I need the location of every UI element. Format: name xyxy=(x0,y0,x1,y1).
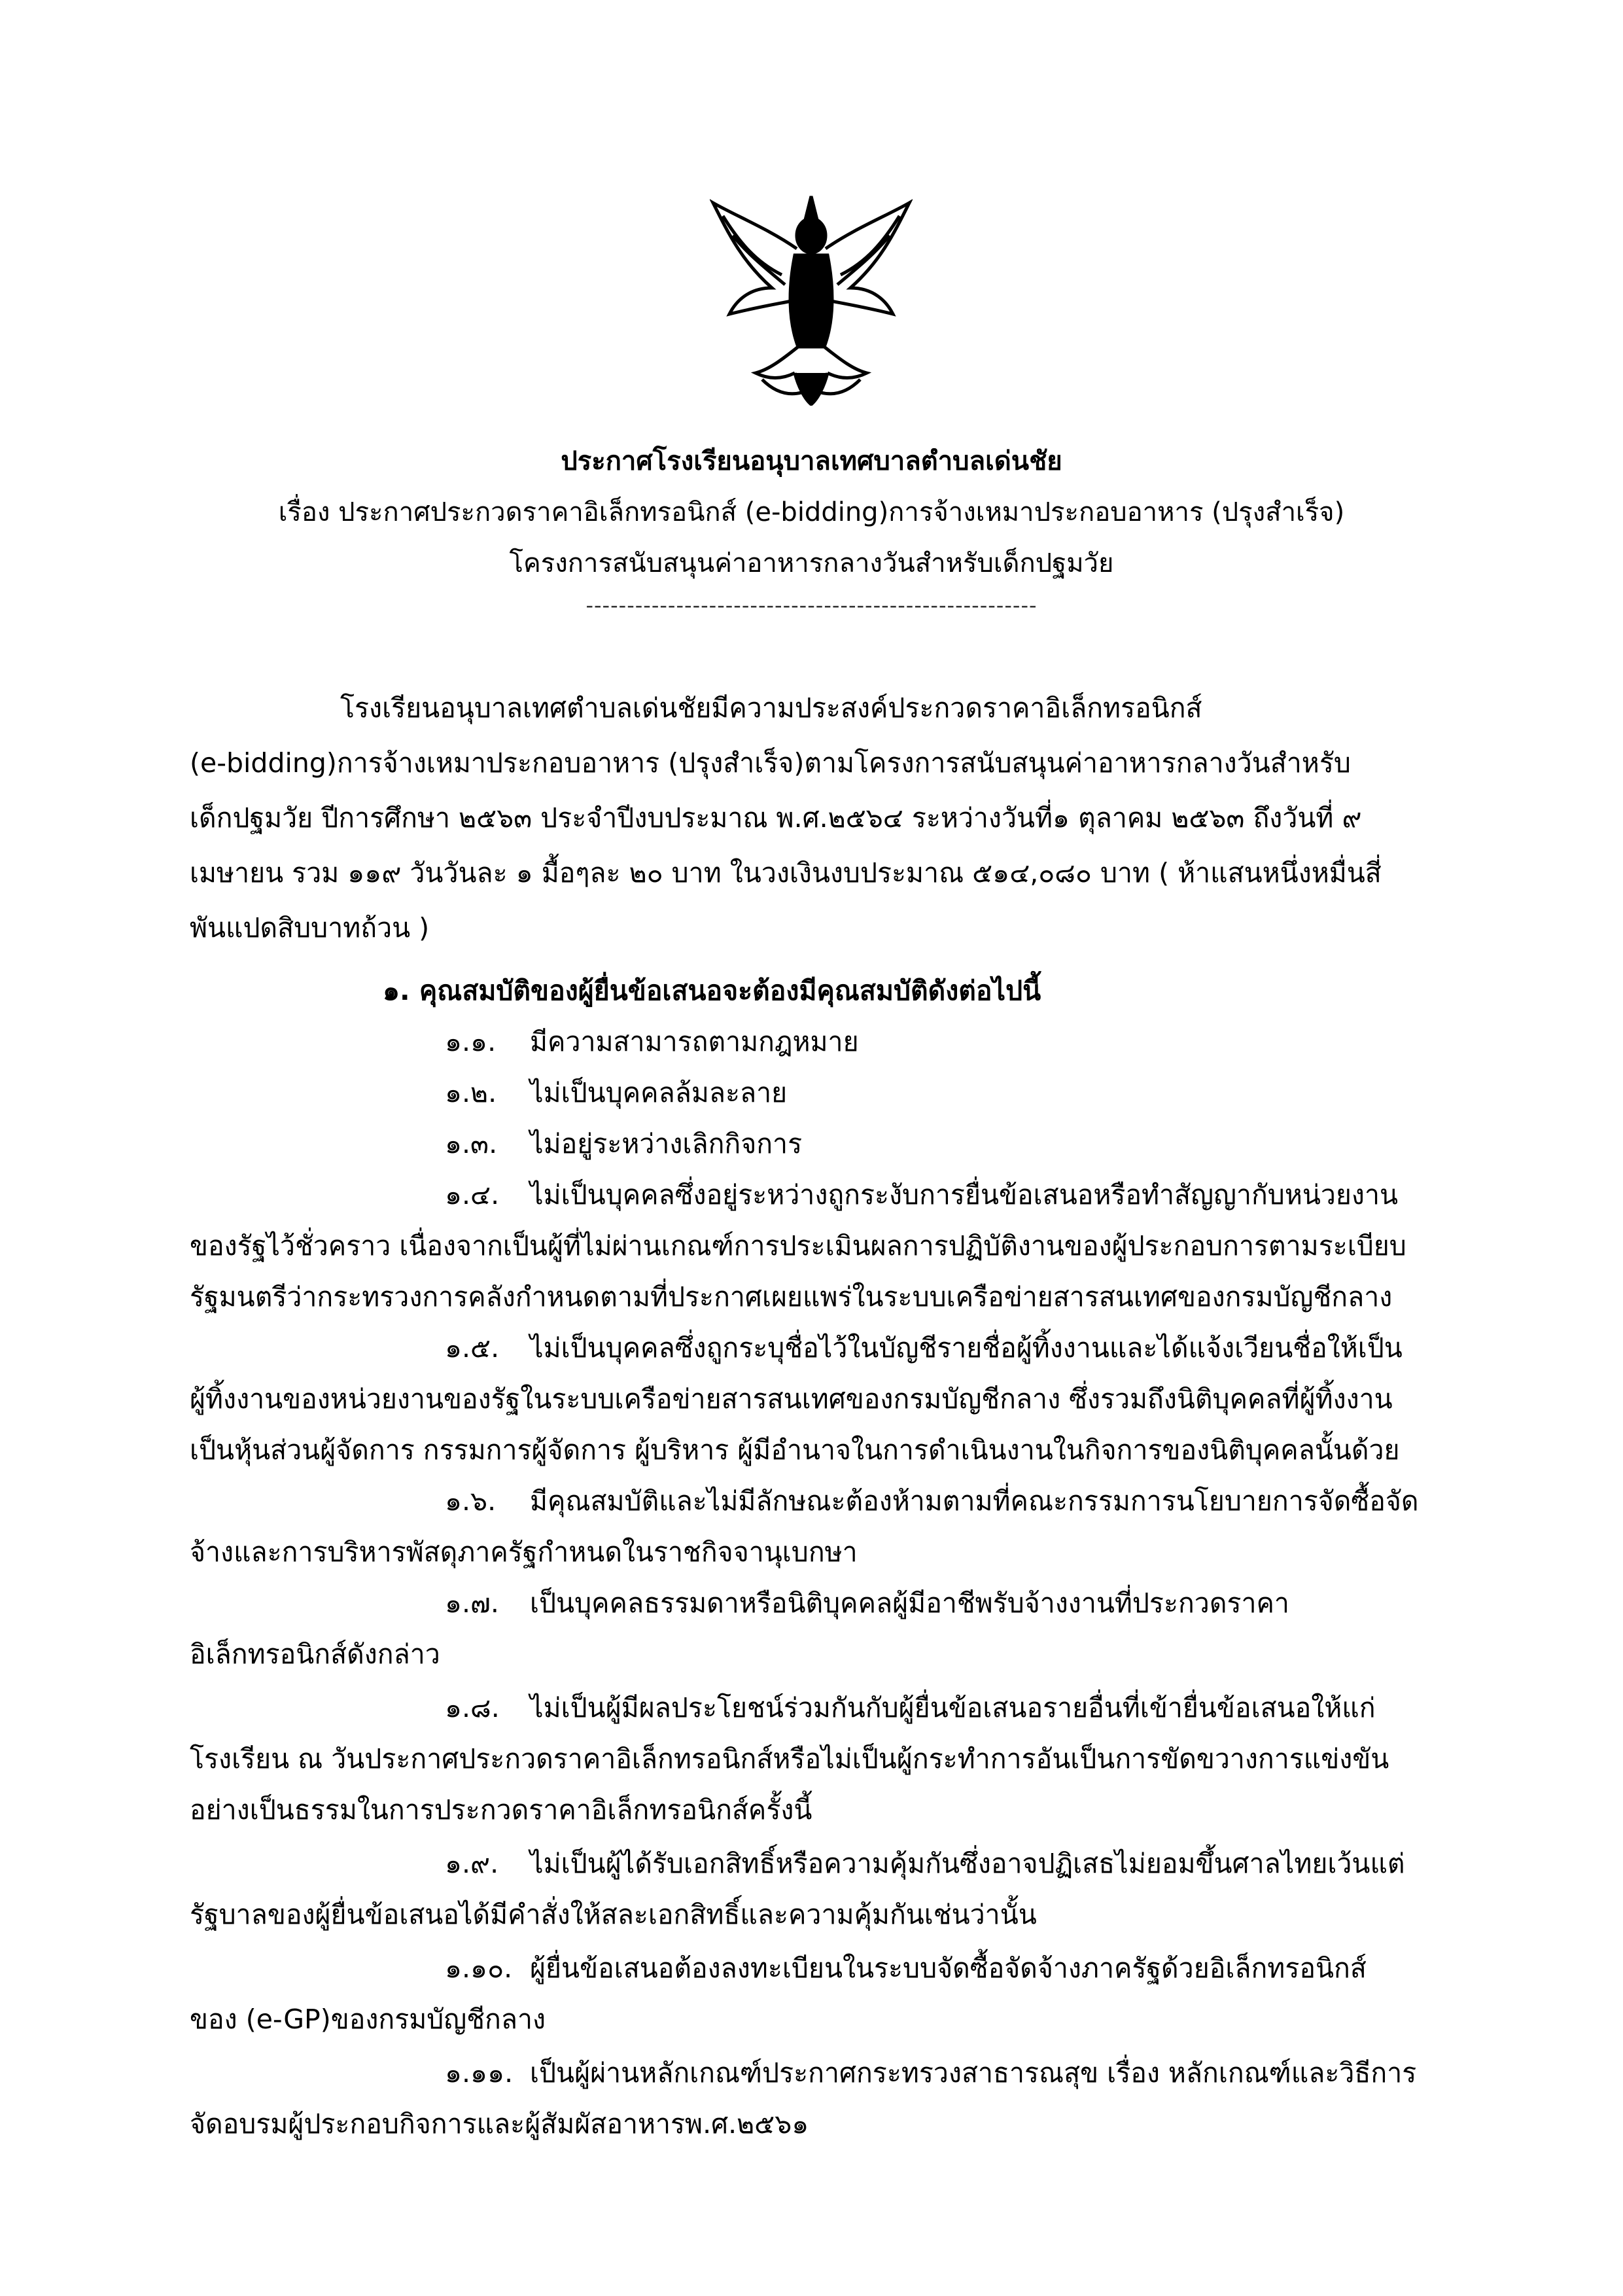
list-item xyxy=(445,1065,787,1120)
item-text: ไม่เป็นบุคคลซึ่งถูกระบุชื่อไว้ในบัญชีรายชื่อผู้ทิ้งงานและได้แจ้งเวียนชื่อให้เป็น xyxy=(530,1332,1403,1364)
item-number: ๑.๙. xyxy=(445,1848,499,1879)
header-separator: ------------------------------------------------------- xyxy=(585,593,1038,618)
item-continuation: เป็นหุ้นส่วนผู้จัดการ กรรมการผู้จัดการ ผู้บริหาร ผู้มีอำนาจในการดำเนินงานในกิจการของนิติบุคคลนั้นด้วย xyxy=(190,1434,1400,1466)
item-continuation: จ้างและการบริหารพัสดุภาครัฐกำหนดในราชกิจจานุเบกษา xyxy=(190,1536,858,1568)
item-text: มีคุณสมบัติและไม่มีลักษณะต้องห้ามตามที่คณะกรรมการนโยบายการจัดซื้อจัด xyxy=(530,1485,1419,1517)
garuda-emblem-icon xyxy=(710,190,913,406)
item-number: ๑.๑๑. xyxy=(445,2057,514,2089)
list-item xyxy=(445,2045,1416,2100)
item-text: เป็นผู้ผ่านหลักเกณฑ์ประกาศกระทรวงสาธารณสุข เรื่อง หลักเกณฑ์และวิธีการ xyxy=(530,2057,1417,2089)
item-continuation: อิเล็กทรอนิกส์ดังกล่าว xyxy=(190,1638,440,1670)
intro-line: โรงเรียนอนุบาลเทศตำบลเด่นชัยมีความประสงค์ประกวดราคาอิเล็กทรอนิกส์ xyxy=(340,692,1202,724)
item-number: ๑.๑๐. xyxy=(445,1952,513,1984)
item-number: ๑.๑. xyxy=(445,1026,497,1057)
list-item xyxy=(445,1836,1405,1891)
section-title: ๑. คุณสมบัติของผู้ยื่นข้อเสนอจะต้องมีคุณสมบัติดังต่อไปนี้ xyxy=(383,975,1041,1006)
list-item xyxy=(445,1320,1403,1375)
intro-line: เมษายน รวม ๑๑๙ วันวันละ ๑ มื้อๆละ ๒๐ บาท ในวงเงินงบประมาณ ๕๑๔,๐๘๐ บาท ( ห้าแสนหนึ่งหมื่นสี่ xyxy=(190,857,1382,889)
item-number: ๑.๔. xyxy=(445,1179,500,1210)
list-item xyxy=(445,1014,859,1069)
item-continuation: โรงเรียน ณ วันประกาศประกวดราคาอิเล็กทรอนิกส์หรือไม่เป็นผู้กระทำการอันเป็นการขัดขวางการแข่งขัน xyxy=(190,1743,1389,1775)
list-item xyxy=(445,1474,1419,1528)
item-text: ผู้ยื่นข้อเสนอต้องลงทะเบียนในระบบจัดซื้อจัดจ้างภาครัฐด้วยอิเล็กทรอนิกส์ xyxy=(530,1952,1367,1984)
item-number: ๑.๗. xyxy=(445,1587,499,1619)
item-text: ไม่อยู่ระหว่างเลิกกิจการ xyxy=(530,1128,803,1159)
item-continuation: ของรัฐไว้ชั่วคราว เนื่องจากเป็นผู้ที่ไม่ผ่านเกณฑ์การประเมินผลการปฏิบัติงานของผู้ประกอบการตามระเบียบ xyxy=(190,1230,1406,1262)
list-item xyxy=(445,1680,1376,1735)
item-text: มีความสามารถตามกฎหมาย xyxy=(530,1026,859,1057)
item-continuation: ผู้ทิ้งงานของหน่วยงานของรัฐในระบบเครือข่ายสารสนเทศของกรมบัญชีกลาง ซึ่งรวมถึงนิติบุคคลที่ผู้ทิ้งงาน xyxy=(190,1383,1393,1415)
list-item xyxy=(445,1167,1398,1222)
item-continuation: รัฐบาลของผู้ยื่นข้อเสนอได้มีคำสั่งให้สละเอกสิทธิ์และความคุ้มกันเช่นว่านั้น xyxy=(190,1899,1037,1930)
item-text: ไม่เป็นผู้มีผลประโยชน์ร่วมกันกับผู้ยื่นข้อเสนอรายอื่นที่เข้ายื่นข้อเสนอให้แก่ xyxy=(530,1692,1376,1723)
item-number: ๑.๒. xyxy=(445,1077,497,1108)
item-number: ๑.๓. xyxy=(445,1128,498,1159)
item-text: ไม่เป็นบุคคลซึ่งอยู่ระหว่างถูกระงับการยื่นข้อเสนอหรือทำสัญญากับหน่วยงาน xyxy=(530,1179,1398,1210)
list-item xyxy=(445,1576,1289,1631)
item-number: ๑.๘. xyxy=(445,1692,500,1723)
item-text: เป็นบุคคลธรรมดาหรือนิติบุคคลผู้มีอาชีพรับจ้างงานที่ประกวดราคา xyxy=(530,1587,1289,1619)
list-item xyxy=(445,1941,1367,1996)
item-continuation: จัดอบรมผู้ประกอบกิจการและผู้สัมผัสอาหารพ.ศ.๒๕๖๑ xyxy=(190,2108,809,2140)
intro-line: พันแปดสิบบาทถ้วน ) xyxy=(190,912,430,944)
item-continuation: รัฐมนตรีว่ากระทรวงการคลังกำหนดตามที่ประกาศเผยแพร่ในระบบเครือข่ายสารสนเทศของกรมบัญชีกลาง xyxy=(190,1281,1393,1313)
intro-line: (e-bidding)การจ้างเหมาประกอบอาหาร (ปรุงสำเร็จ)ตามโครงการสนับสนุนค่าอาหารกลางวันสำหรับ xyxy=(190,747,1351,779)
item-continuation: อย่างเป็นธรรมในการประกวดราคาอิเล็กทรอนิกส์ครั้งนี้ xyxy=(190,1794,812,1826)
intro-line: เด็กปฐมวัย ปีการศึกษา ๒๕๖๓ ประจำปีงบประมาณ พ.ศ.๒๕๖๔ ระหว่างวันที่๑ ตุลาคม ๒๕๖๓ ถึงวันที่ ๙ xyxy=(190,802,1362,834)
item-number: ๑.๖. xyxy=(445,1485,497,1517)
item-continuation: ของ (e-GP)ของกรมบัญชีกลาง xyxy=(190,2004,546,2035)
announcement-project: โครงการสนับสนุนค่าอาหารกลางวันสำหรับเด็กปฐมวัย xyxy=(509,548,1114,578)
item-text: ไม่เป็นบุคคลล้มละลาย xyxy=(530,1077,788,1108)
announcement-subject: เรื่อง ประกาศประกวดราคาอิเล็กทรอนิกส์ (e-bidding)การจ้างเหมาประกอบอาหาร (ปรุงสำเร็จ) xyxy=(278,497,1345,527)
item-number: ๑.๕. xyxy=(445,1332,500,1364)
announcement-org: ประกาศโรงเรียนอนุบาลเทศบาลตำบลเด่นชัย xyxy=(561,446,1062,476)
item-text: ไม่เป็นผู้ได้รับเอกสิทธิ์หรือความคุ้มกันซึ่งอาจปฏิเสธไม่ยอมขึ้นศาลไทยเว้นแต่ xyxy=(530,1848,1405,1879)
list-item xyxy=(445,1116,802,1171)
